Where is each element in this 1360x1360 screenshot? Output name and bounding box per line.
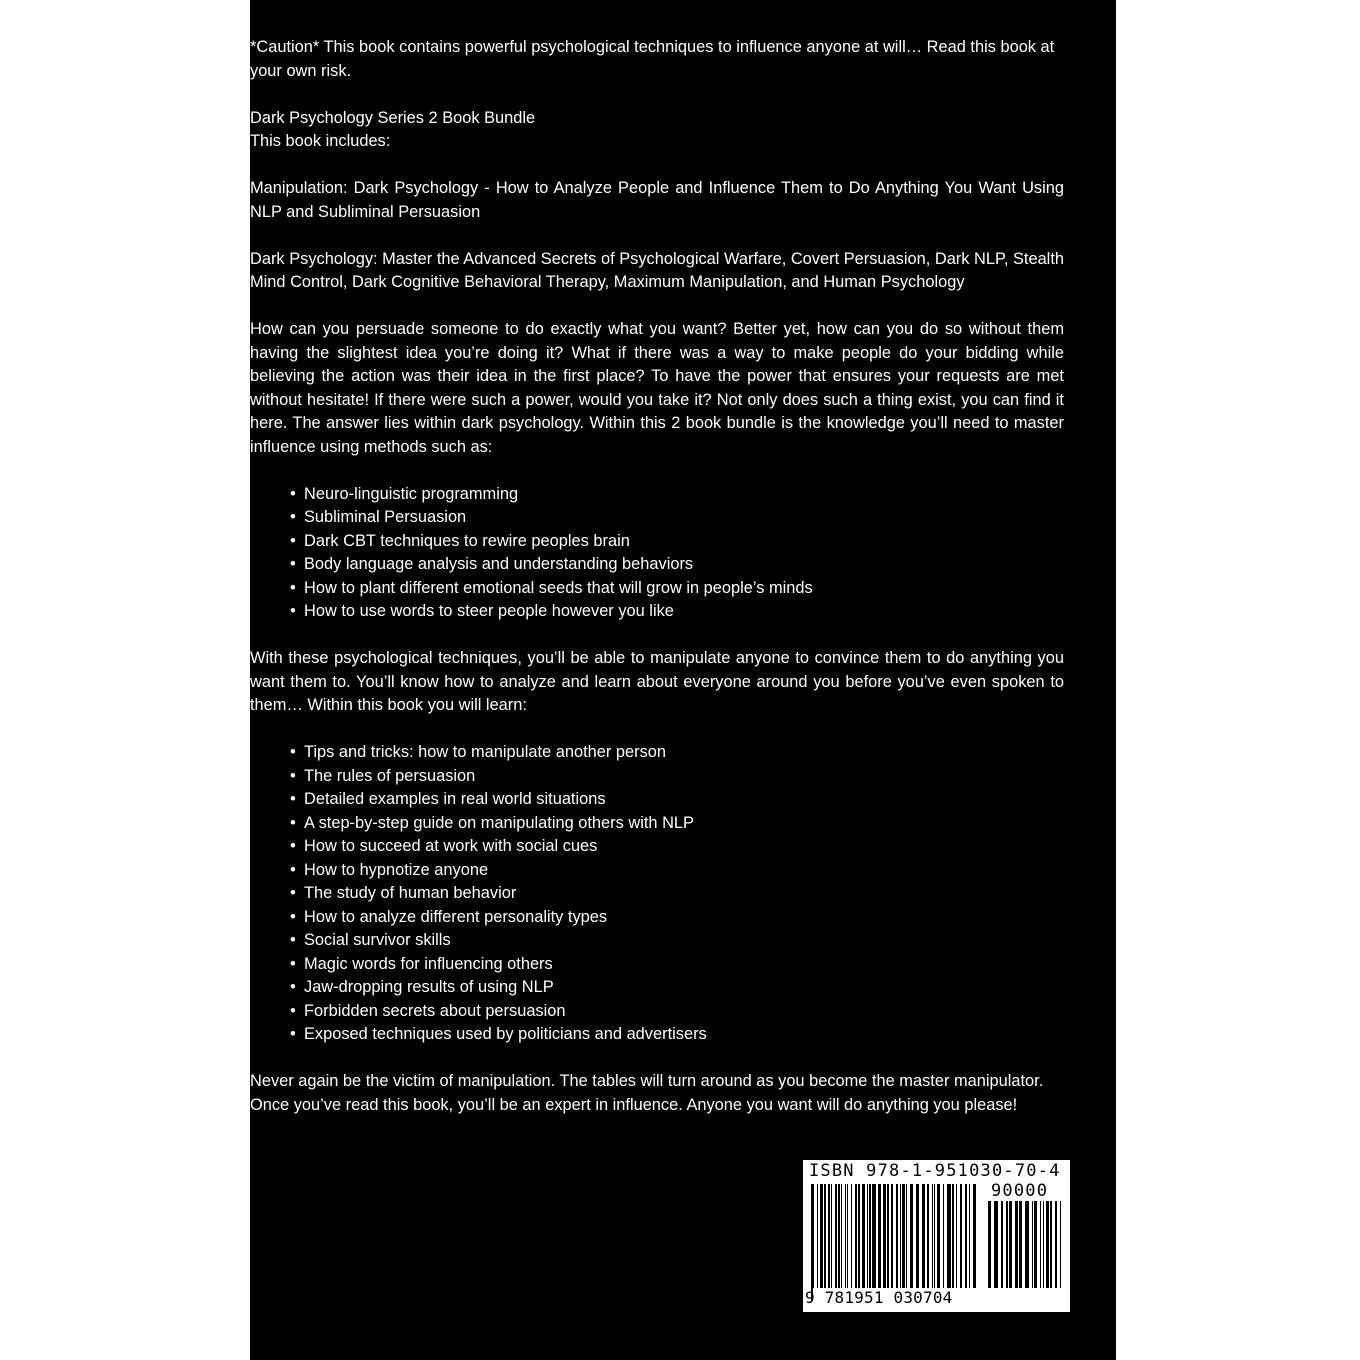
barcode-bar <box>1006 1201 1008 1288</box>
barcode-bar <box>1040 1201 1041 1288</box>
barcode-bar <box>1050 1201 1052 1288</box>
barcode-bar <box>947 1184 951 1288</box>
barcode-bar <box>922 1184 925 1288</box>
barcode-bar <box>900 1184 901 1288</box>
barcode-bar <box>988 1201 991 1288</box>
list-item: • The study of human behavior <box>304 882 1064 906</box>
bundle-title: Dark Psychology Series 2 Book Bundle <box>250 108 536 127</box>
list-item: • How to use words to steer people however you like <box>304 600 1064 624</box>
barcode-bar <box>1001 1201 1003 1288</box>
barcode-bar <box>1043 1201 1044 1288</box>
barcode-bar <box>1060 1201 1061 1288</box>
isbn-label: ISBN 978-1-951030-70-4 <box>809 1161 1061 1181</box>
price-code: 90000 <box>991 1181 1049 1201</box>
barcode-bar <box>934 1184 935 1288</box>
list-item: • Body language analysis and understanding behaviors <box>304 553 1064 577</box>
barcode-bar <box>994 1201 998 1288</box>
barcode-bar <box>867 1184 868 1288</box>
barcode-bar <box>937 1184 940 1288</box>
barcode-bar <box>855 1184 857 1288</box>
barcode-bar <box>862 1184 865 1288</box>
barcode-bar <box>838 1184 840 1288</box>
barcode-bar <box>835 1184 837 1288</box>
barcode-bar <box>824 1184 826 1288</box>
barcode-bar <box>932 1184 933 1288</box>
barcode-bar <box>883 1184 886 1288</box>
intro-paragraph: How can you persuade someone to do exactly what you want? Better yet, how can you do so without them having the slightest idea you’re doing it? What if there was a way to make people do your bidding while believing the action was their idea in the first place? To have the power that ensures your requests are met without hesitate! If there were such a power, would you take it? Not only does such a thing exist, you can find it here. The answer lies within dark psychology. Within this 2 book bundle is the knowledge you’ll need to master influence using methods such as: <box>250 320 1064 456</box>
barcode-bar <box>869 1184 871 1288</box>
isbn-digits: 9 781951 030704 <box>805 1288 953 1307</box>
list-item: • Magic words for influencing others <box>304 953 1064 977</box>
isbn-barcode <box>803 1160 1070 1312</box>
list-item: • Jaw-dropping results of using NLP <box>304 976 1064 1000</box>
barcode-bar <box>872 1184 876 1288</box>
barcode-bar <box>845 1184 846 1288</box>
barcode-bar <box>817 1184 818 1288</box>
includes-label: This book includes: <box>250 132 391 150</box>
barcode-bar <box>851 1184 852 1288</box>
barcode-bar <box>887 1184 889 1288</box>
list-item: • Dark CBT techniques to rewire peoples brain <box>304 530 1064 554</box>
barcode-bar <box>1025 1201 1029 1288</box>
caution-note: *Caution* This book contains powerful psychological techniques to influence anyone at will… Read this book at your own risk. <box>250 38 1055 80</box>
barcode-bar <box>847 1184 848 1288</box>
barcode-bar <box>1015 1201 1018 1288</box>
barcode-bar <box>841 1184 842 1288</box>
barcode-bar <box>891 1184 893 1288</box>
bundle-heading <box>250 107 1064 154</box>
methods-list <box>250 483 1064 624</box>
barcode-bar <box>916 1184 919 1288</box>
barcode-bar <box>906 1184 907 1288</box>
barcode-bar <box>831 1184 832 1288</box>
list-item: • Detailed examples in real world situations <box>304 788 1064 812</box>
barcode-bar <box>1032 1201 1033 1288</box>
barcode-bar <box>969 1184 970 1288</box>
barcode-bar <box>960 1184 962 1288</box>
barcode-bar <box>828 1184 830 1288</box>
list-item: • How to analyze different personality types <box>304 906 1064 930</box>
barcode-bar <box>956 1184 957 1288</box>
barcode-bar <box>878 1184 881 1288</box>
barcode-bar <box>1019 1201 1022 1288</box>
barcode-bar <box>811 1184 813 1300</box>
barcode-bar <box>973 1184 976 1288</box>
learn-list <box>250 741 1064 1047</box>
list-item: • The rules of persuasion <box>304 765 1064 789</box>
barcode-bar <box>902 1184 905 1288</box>
closing-paragraph: Never again be the victim of manipulation. The tables will turn around as you become the master manipulator. Once you’ve read this book, you’ll be an expert in influence. Anyone you want will do anything you please! <box>250 1072 1044 1114</box>
barcode-bar <box>820 1184 823 1288</box>
list-item: • Forbidden secrets about persuasion <box>304 1000 1064 1024</box>
barcode-bar <box>910 1184 913 1288</box>
barcode-bar <box>952 1184 954 1288</box>
list-item: • Social survivor skills <box>304 929 1064 953</box>
barcode-bar <box>943 1184 944 1288</box>
barcode-bar <box>1046 1201 1049 1288</box>
list-item: • How to plant different emotional seeds that will grow in people’s minds <box>304 577 1064 601</box>
book-one-title: Manipulation: Dark Psychology - How to Analyze People and Influence Them to Do Anything You Want Using NLP and Subliminal Persuasion <box>250 179 1064 221</box>
back-cover-text <box>250 36 1064 1141</box>
book-two-title: Dark Psychology: Master the Advanced Secrets of Psychological Warfare, Covert Persuasion, Dark NLP, Stealth Mind Control, Dark Cognitive Behavioral Therapy, Maximum Manipulation, and Human Psychology <box>250 249 1064 291</box>
list-item: • Exposed techniques used by politicians and advertisers <box>304 1023 1064 1047</box>
barcode-bar <box>1034 1201 1037 1288</box>
list-item: • Tips and tricks: how to manipulate another person <box>304 741 1064 765</box>
list-item: • Subliminal Persuasion <box>304 506 1064 530</box>
barcode-bar <box>965 1184 967 1288</box>
barcode-bar <box>858 1184 860 1288</box>
barcode-bar <box>927 1184 929 1288</box>
barcode-bar <box>1055 1201 1057 1288</box>
barcode-bar <box>1009 1201 1012 1288</box>
barcode-bar <box>896 1184 898 1288</box>
list-item: • A step-by-step guide on manipulating others with NLP <box>304 812 1064 836</box>
middle-paragraph: With these psychological techniques, you’ll be able to manipulate anyone to convince them to do anything you want them to. You’ll know how to analyze and learn about everyone around you before you’ve even spoken to them… Within this book you will learn: <box>250 649 1064 714</box>
list-item: • Neuro-linguistic programming <box>304 483 1064 507</box>
list-item: • How to succeed at work with social cues <box>304 835 1064 859</box>
list-item: • How to hypnotize anyone <box>304 859 1064 883</box>
